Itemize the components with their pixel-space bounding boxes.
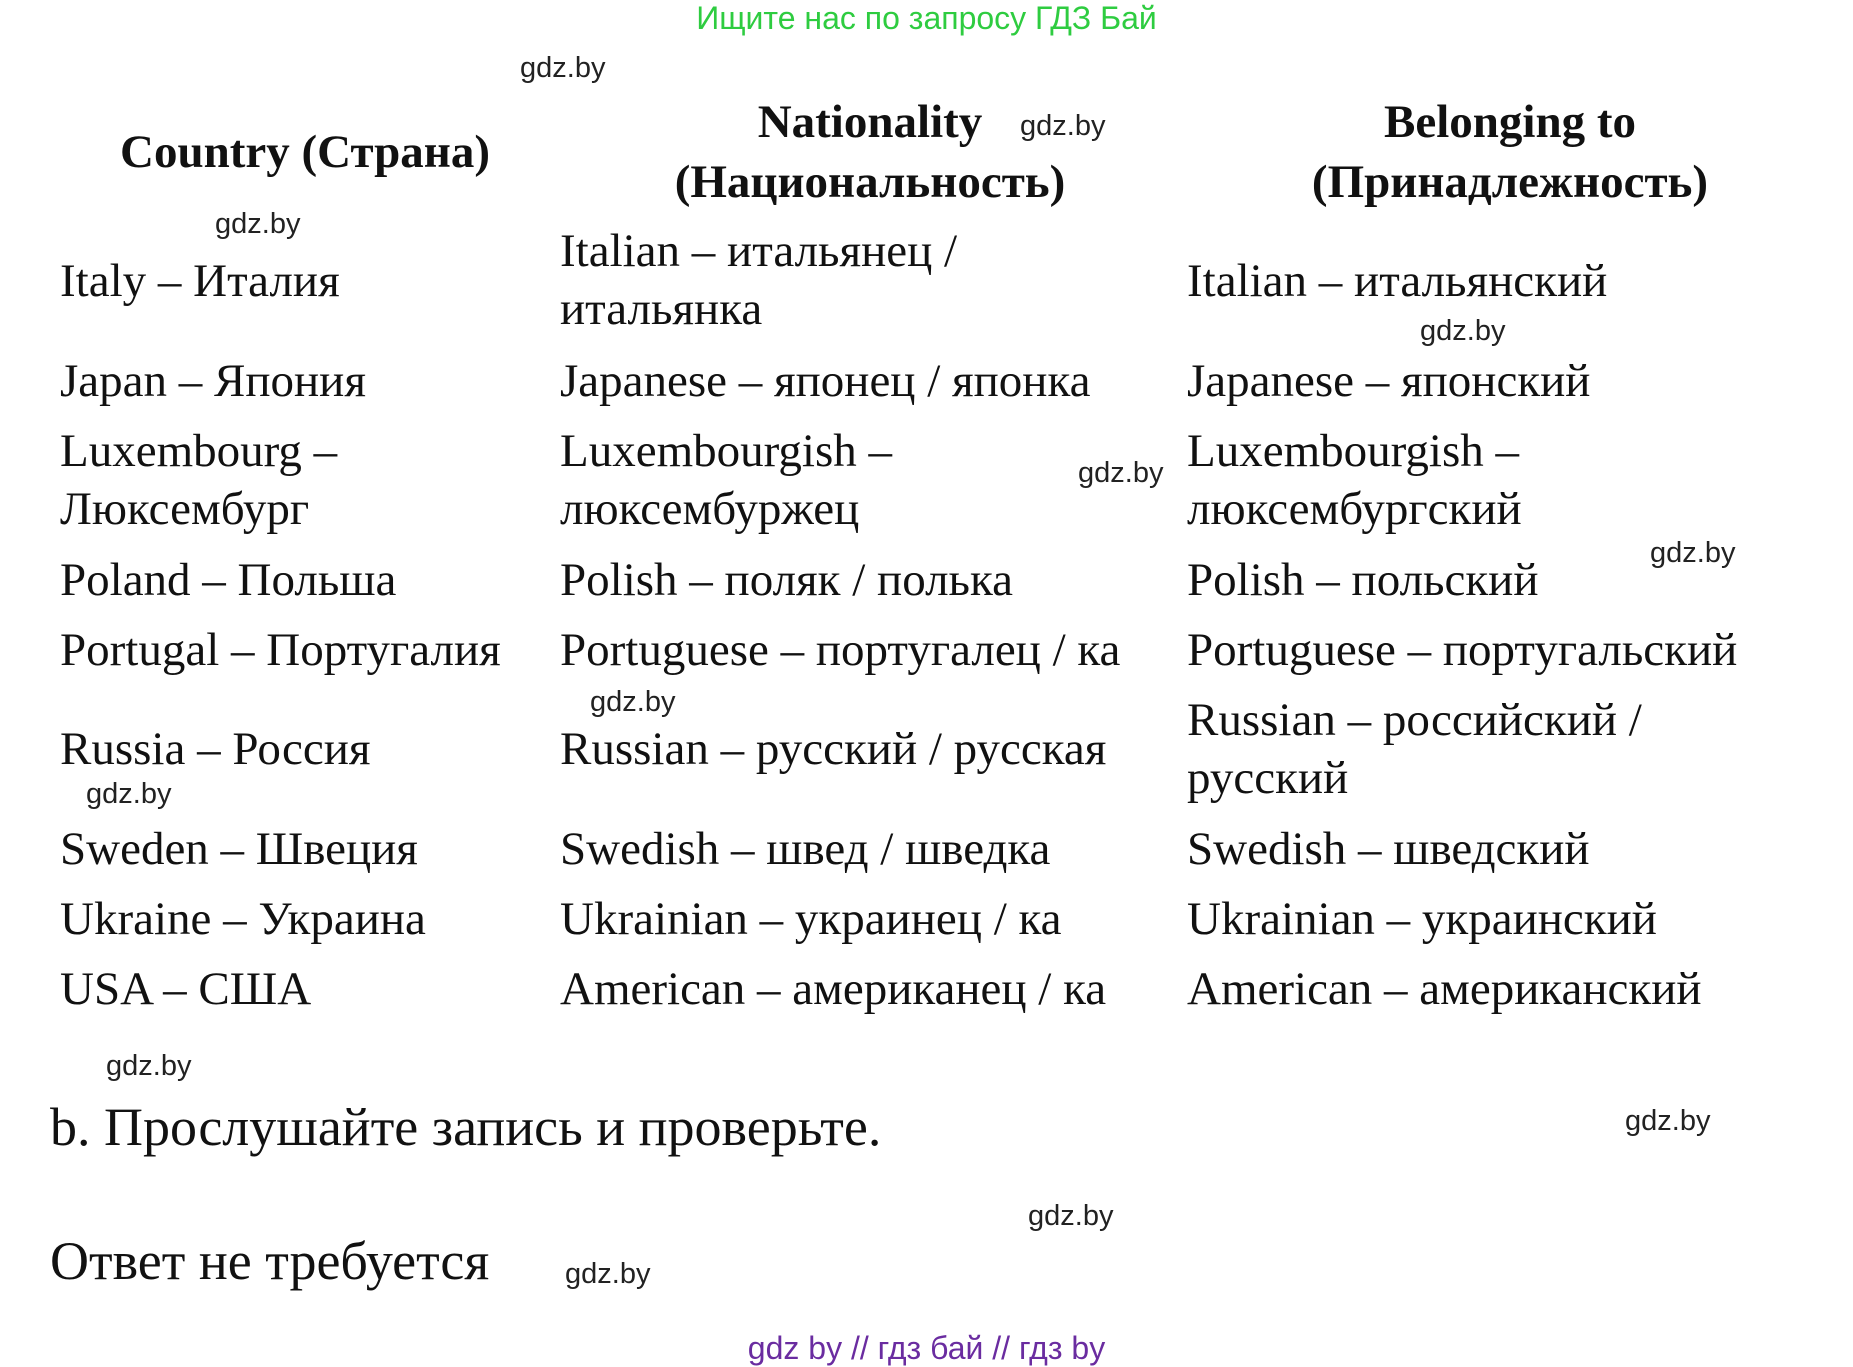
cell-belonging: American – американский [1187,963,1702,1015]
watermark: gdz.by [215,208,301,240]
cell-country: Russia – Россия [60,723,371,775]
cell-nationality: Luxembourgish – люксембуржец [560,425,893,535]
header-country: Country (Страна) [120,126,490,178]
watermark: gdz.by [520,52,606,84]
cell-nationality: Portuguese – португалец / ка [560,624,1121,676]
cell-country: Poland – Польша [60,554,397,606]
cell-belonging: Ukrainian – украинский [1187,893,1657,945]
cell-nationality: Italian – итальянец / итальянка [560,225,958,335]
cell-country: Sweden – Швеция [60,823,418,875]
cell-nationality: American – американец / ка [560,963,1107,1015]
header-nationality: Nationality (Национальность) [674,96,1066,208]
watermark: gdz.by [1028,1200,1114,1232]
cell-belonging: Japanese – японский [1187,355,1591,407]
cell-belonging: Polish – польский [1187,554,1539,606]
cell-nationality: Russian – русский / русская [560,723,1107,775]
watermark: gdz.by [1625,1105,1711,1137]
cell-belonging: Swedish – шведский [1187,823,1590,875]
cell-nationality: Swedish – швед / шведка [560,823,1051,875]
cell-country: Luxembourg – Люксембург [60,425,338,535]
cell-nationality: Ukrainian – украинец / ка [560,893,1062,945]
header-belonging: Belonging to (Принадлежность) [1311,96,1709,208]
watermark: gdz.by [1078,457,1164,489]
watermark: gdz.by [590,686,676,718]
cell-nationality: Polish – поляк / полька [560,554,1013,606]
watermark: gdz.by [1420,315,1506,347]
cell-country: Ukraine – Украина [60,893,426,945]
answer-text: Ответ не требуется [50,1231,490,1291]
watermark: gdz.by [86,778,172,810]
cell-belonging: Portuguese – португальский [1187,624,1738,676]
watermark: gdz.by [106,1050,192,1082]
watermark: gdz.by [1650,537,1736,569]
cell-country: USA – США [60,963,312,1015]
watermark: gdz.by [565,1258,651,1290]
section-b-instruction: b. Прослушайте запись и проверьте. [50,1097,882,1157]
cell-belonging: Russian – российский / русский [1187,694,1642,804]
cell-belonging: Luxembourgish – люксембургский [1187,425,1522,535]
cell-country: Portugal – Португалия [60,624,501,676]
top-banner: Ищите нас по запросу ГДЗ Бай [696,0,1157,36]
cell-belonging: Italian – итальянский [1187,255,1608,307]
watermark: gdz.by [1020,110,1106,142]
cell-nationality: Japanese – японец / японка [560,355,1091,407]
cell-country: Japan – Япония [60,355,366,407]
cell-country: Italy – Италия [60,255,340,307]
footer: gdz by // гдз бай // гдз by [747,1330,1106,1366]
